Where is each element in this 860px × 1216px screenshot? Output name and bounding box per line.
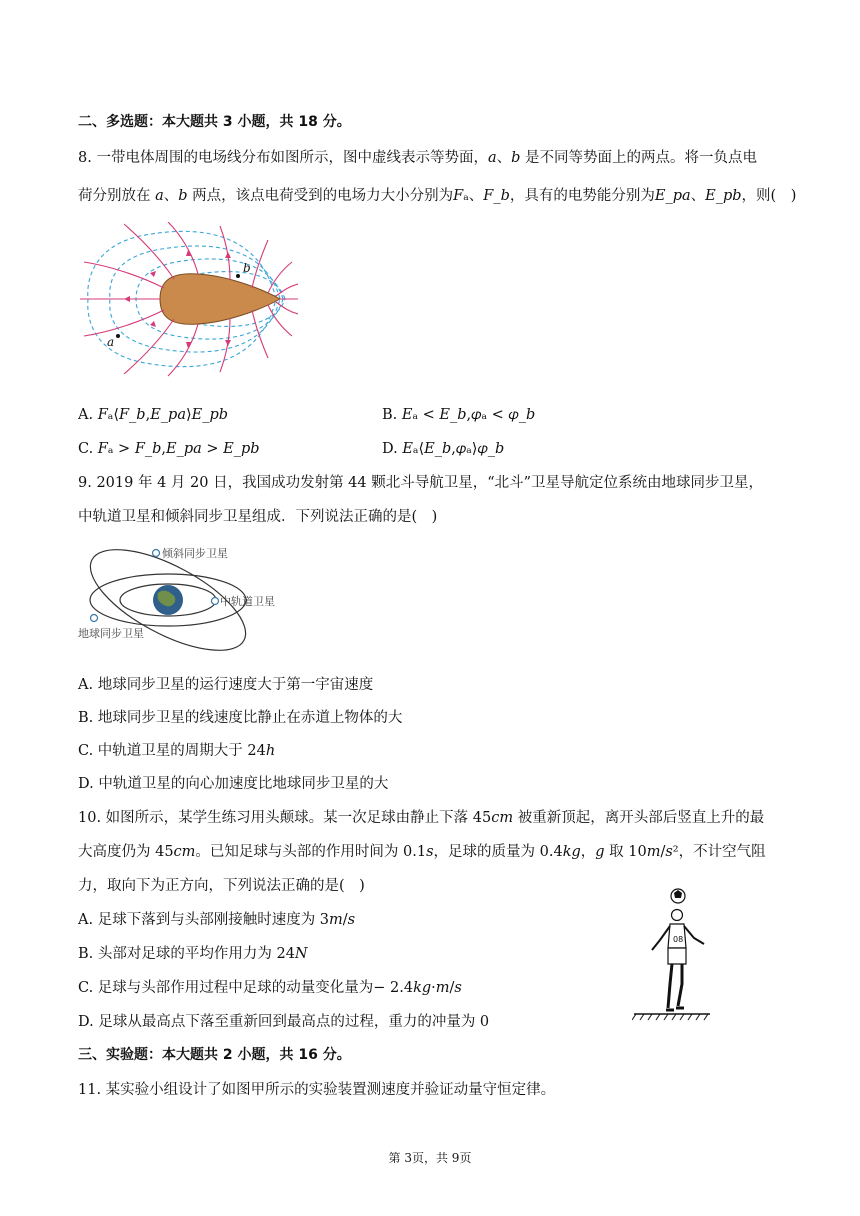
- svg-text:08: 08: [673, 935, 684, 944]
- inclined-satellite-label: 倾斜同步卫星: [162, 547, 228, 560]
- question-10-text-line-1: 10. 如图所示，某学生练习用头颠球。某一次足球由静止下落 45𝑐𝑚 被重新顶起，离开头部后竖直上升的最: [78, 810, 765, 826]
- charged-conductor: [160, 274, 280, 325]
- question-9-text-line-1: 9. 2019 年 4 月 20 日，我国成功发射第 44 颗北斗导航卫星，“北斗”卫星导航定位系统由地球同步卫星，: [78, 475, 764, 491]
- electric-field-figure: [80, 222, 298, 392]
- question-10-text-line-2: 大高度仍为 45𝑐𝑚。已知足球与头部的作用时间为 0.1𝑠，足球的质量为 0.4𝑘𝑔，𝑔 取 10𝑚/𝑠²，不计空气阻: [78, 844, 766, 860]
- question-8-text-line-1: 8. 一带电体周围的电场线分布如图所示，图中虚线表示等势面，𝑎、𝑏 是不同等势面上的两点。将一负点电: [78, 150, 757, 166]
- question-10-option-d[interactable]: D. 足球从最高点下落至重新回到最高点的过程，重力的冲量为 0: [78, 1014, 490, 1030]
- point-b-dot: [236, 274, 240, 278]
- student-head: [672, 910, 683, 921]
- question-11-text-line-1: 11. 某实验小组设计了如图甲所示的实验装置测速度并验证动量守恒定律。: [78, 1082, 556, 1098]
- question-9-option-c[interactable]: C. 中轨道卫星的周期大于 24ℎ: [78, 743, 276, 759]
- question-8-option-c[interactable]: C. 𝐹ₐ > 𝐹_𝑏,𝐸_𝑝𝑎 > 𝐸_𝑝𝑏: [78, 441, 260, 457]
- point-a-dot: [116, 334, 120, 338]
- inclined-satellite-icon: [153, 550, 160, 557]
- point-a-label: a: [107, 335, 115, 349]
- question-10-option-b[interactable]: B. 头部对足球的平均作用力为 24𝑁: [78, 946, 308, 962]
- question-10-option-a[interactable]: A. 足球下落到与头部刚接触时速度为 3𝑚/𝑠: [78, 912, 356, 928]
- question-8-option-d[interactable]: D. 𝐸ₐ⟨𝐸_𝑏,𝜑ₐ⟩𝜑_𝑏: [382, 441, 505, 457]
- page-footer: 第 3页，共 9页: [388, 1151, 472, 1165]
- question-10-option-c[interactable]: C. 足球与头部作用过程中足球的动量变化量为− 2.4𝑘𝑔·𝑚/𝑠: [78, 980, 462, 996]
- question-8-option-b[interactable]: B. 𝐸ₐ < 𝐸_𝑏,𝜑ₐ < 𝜑_𝑏: [382, 407, 536, 423]
- medium-satellite-label: 中轨道卫星: [220, 595, 275, 608]
- question-10-text-line-3: 力，取向下为正方向，下列说法正确的是( ): [78, 878, 365, 894]
- section-heading-experiment: 三、实验题：本大题共 2 小题，共 16 分。: [78, 1047, 351, 1063]
- question-9-option-b[interactable]: B. 地球同步卫星的线速度比静止在赤道上物体的大: [78, 710, 403, 726]
- question-8-text-line-2: 荷分别放在 𝑎、𝑏 两点，该点电荷受到的电场力大小分别为𝐹ₐ、𝐹_𝑏，具有的电势能分别为𝐸_𝑝𝑎、𝐸_𝑝𝑏，则( ): [78, 188, 797, 204]
- geo-satellite-icon: [91, 615, 98, 622]
- point-b-label: b: [243, 261, 251, 275]
- question-9-option-a[interactable]: A. 地球同步卫星的运行速度大于第一宇宙速度: [78, 677, 374, 693]
- geo-satellite-label: 地球同步卫星: [78, 627, 144, 640]
- section-heading-multiple-choice: 二、多选题：本大题共 3 小题，共 18 分。: [78, 114, 351, 130]
- question-9-text-line-2: 中轨道卫星和倾斜同步卫星组成．下列说法正确的是( ): [78, 509, 438, 525]
- question-8-option-a[interactable]: A. 𝐹ₐ⟨𝐹_𝑏,𝐸_𝑝𝑎⟩𝐸_𝑝𝑏: [78, 407, 229, 423]
- question-9-option-d[interactable]: D. 中轨道卫星的向心加速度比地球同步卫星的大: [78, 776, 389, 792]
- satellite-orbits-figure: [78, 538, 310, 662]
- medium-satellite-icon: [212, 598, 219, 605]
- student-heading-ball-figure: [632, 884, 712, 1026]
